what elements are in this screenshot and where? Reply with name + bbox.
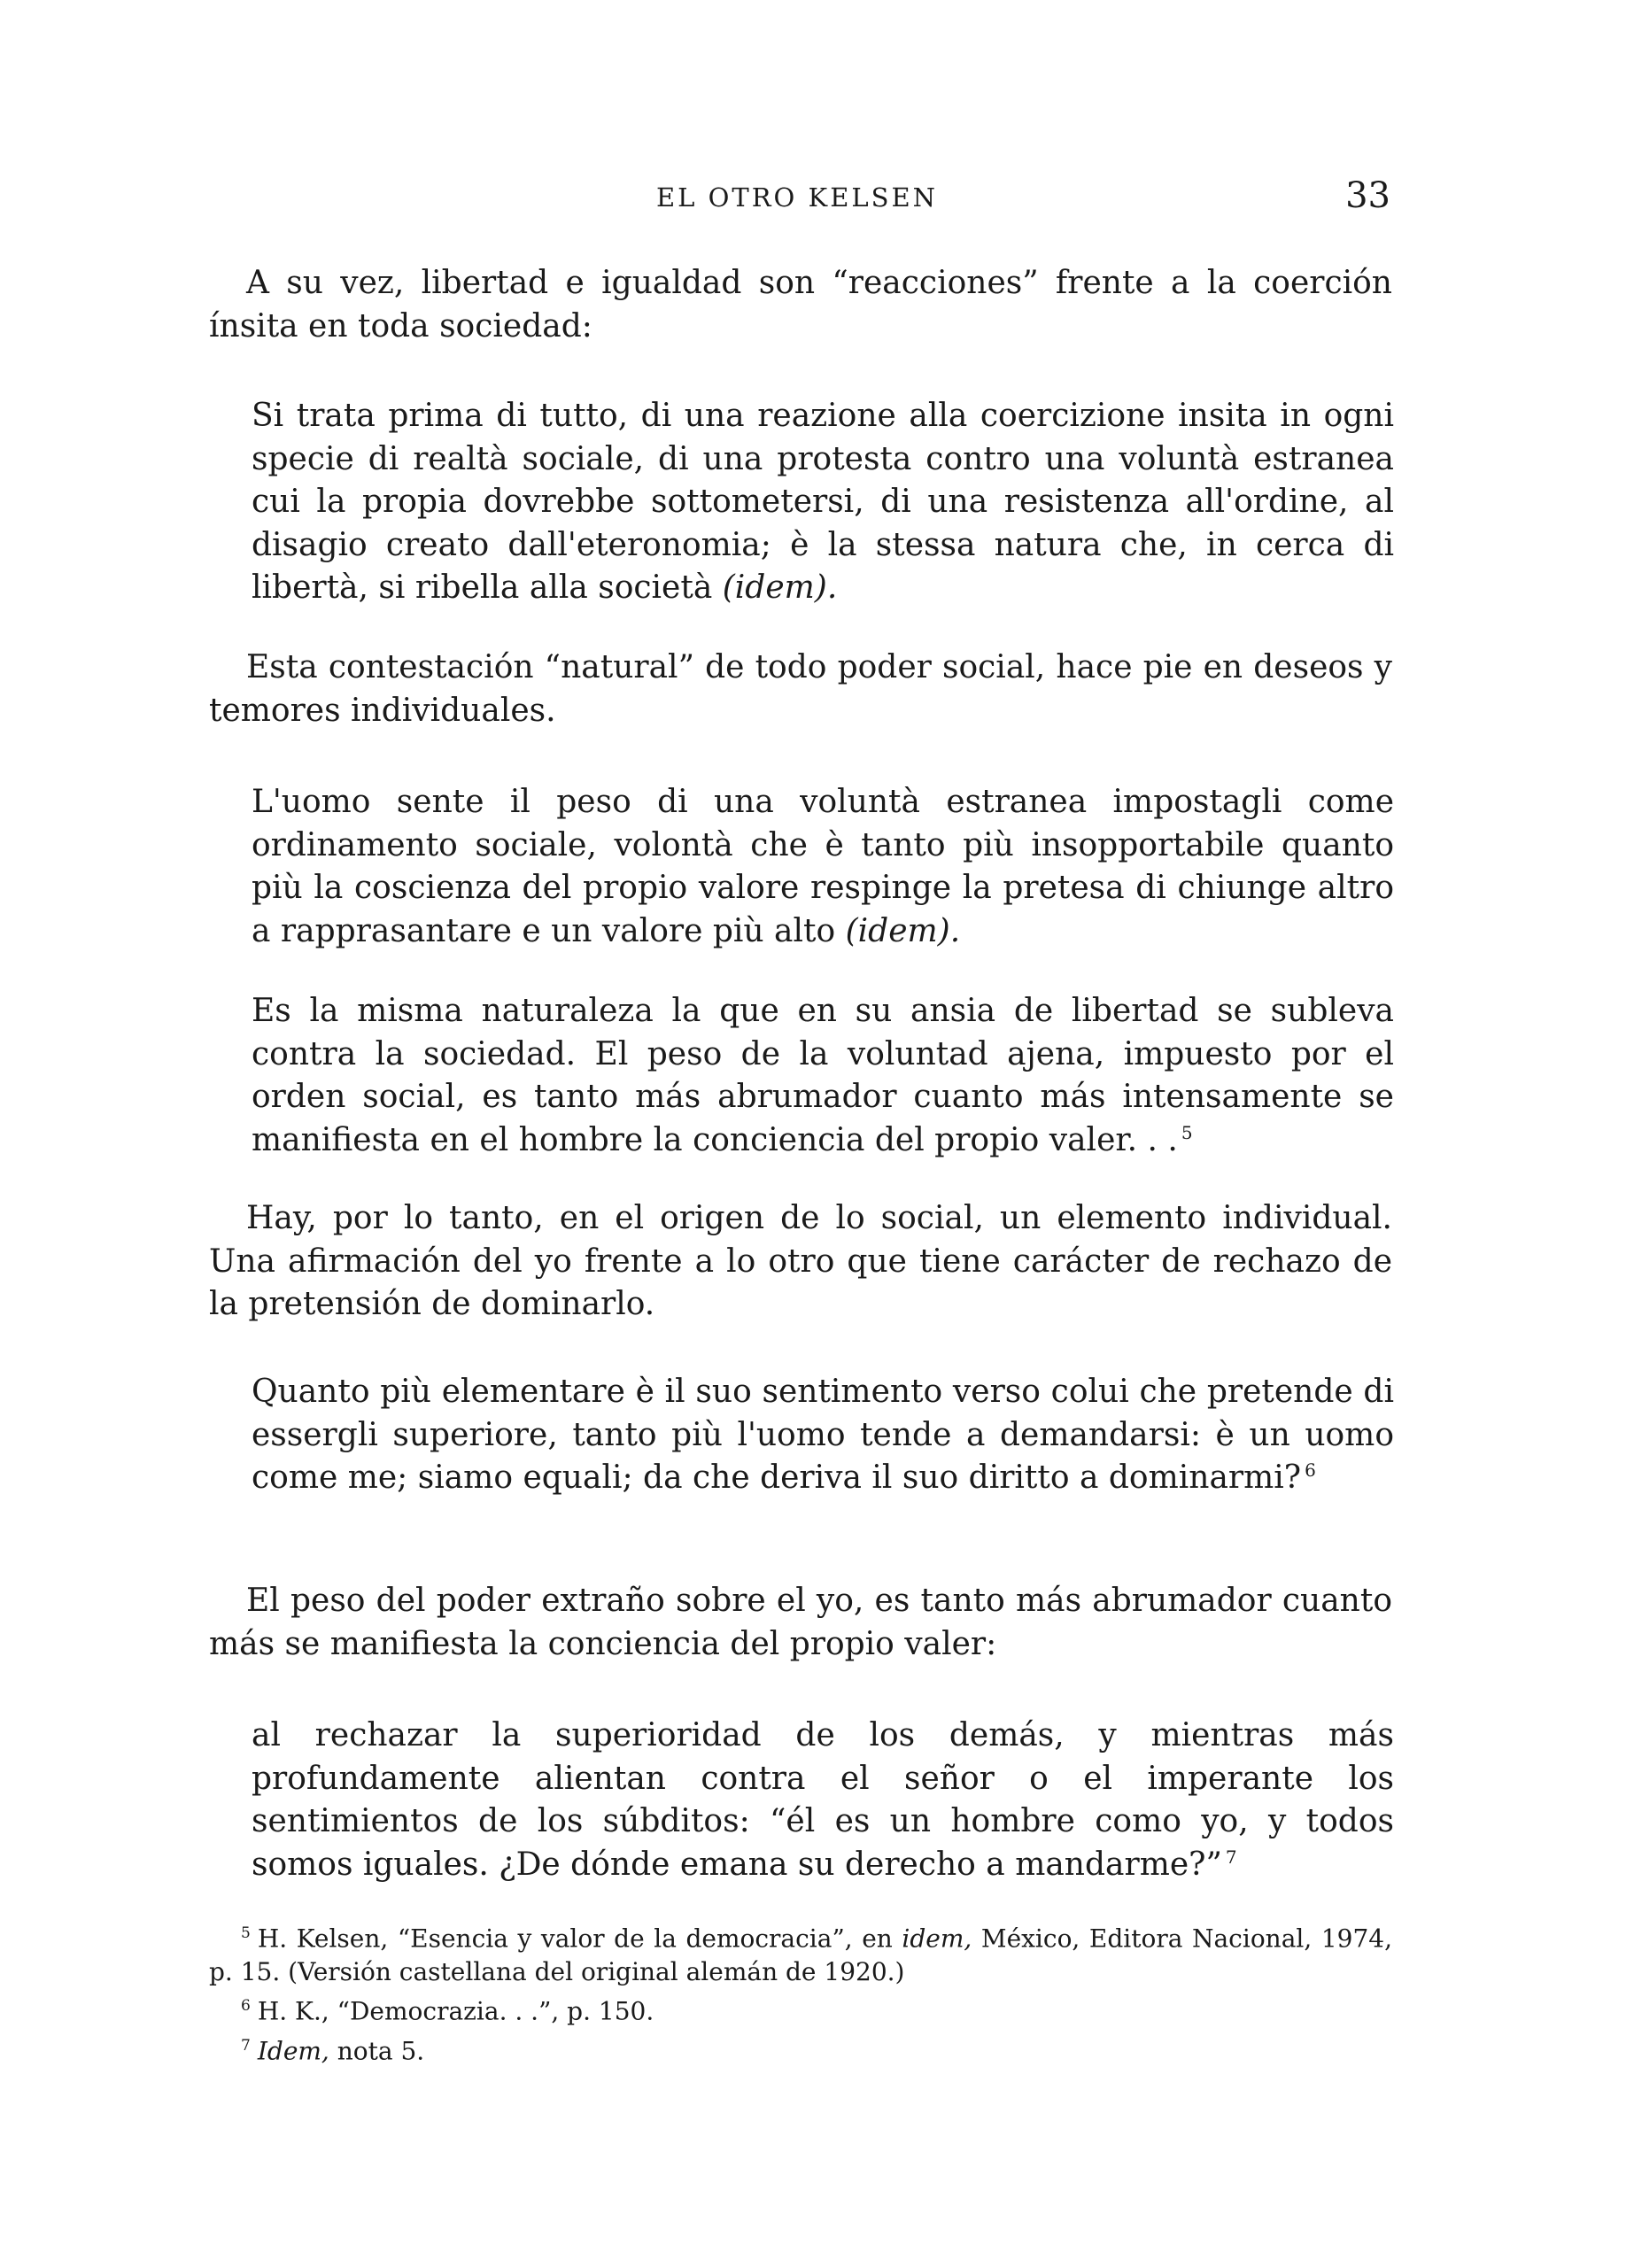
quote-text: Quanto più elementare è il suo sentimento verso colui che pretende di essergli superiore, tanto più l'uomo tende a demandarsi: è un uomo come me; siamo equali; da che deriva il suo diritto a dominarmi? xyxy=(252,1374,1394,1496)
footnote-ref-6[interactable]: 6 xyxy=(1305,1459,1316,1481)
footnote-6 xyxy=(209,1989,1392,2028)
quote-citation: (idem). xyxy=(845,912,961,949)
footnote-ref-5[interactable]: 5 xyxy=(1181,1121,1193,1143)
body-paragraph-4 xyxy=(209,1580,1392,1666)
block-quote-3 xyxy=(252,990,1394,1162)
footnote-emphasis: Idem, xyxy=(257,2035,329,2065)
block-quote-2 xyxy=(252,781,1394,953)
footnote-text: H. K., “Democrazia. . .”, p. 150. xyxy=(257,1996,654,2026)
quote-text: al rechazar la superioridad de los demás, y mientras más profundamente alientan contra el señor o el imperante los sentimientos de los súbditos: “él es un hombre como yo, y todos somos iguales. ¿De dónde emana su derecho a mandarme?” xyxy=(252,1717,1394,1883)
quote-text: Es la misma naturaleza la que en su ansia de libertad se subleva contra la sociedad. El peso de la voluntad ajena, impuesto por el orden social, es tanto más abrumador cuanto más intensamente se manifiesta en el hombre la conciencia del propio valer. . . xyxy=(252,993,1394,1158)
block-quote-5 xyxy=(252,1715,1394,1886)
block-quote-1 xyxy=(252,395,1394,610)
footnote-number: 6 xyxy=(241,1997,251,2016)
quote-text: L'uomo sente il peso di una voluntà estranea impostagli come ordinamento sociale, volontà che è tanto più insopportabile quanto più la coscienza del propio valore respinge la pretesa di chiunge altro a rapprasantare e un valore più alto xyxy=(252,784,1394,949)
footnote-number: 7 xyxy=(241,2036,251,2055)
block-quote-4 xyxy=(252,1371,1394,1500)
footnote-7 xyxy=(209,2029,1392,2068)
body-paragraph-1 xyxy=(209,262,1392,348)
body-paragraph-2 xyxy=(209,646,1392,732)
footnote-text: México, Editora Nacional, 1974, p. 15. (Versión castellana del original alemán de 1920.) xyxy=(209,1924,1392,1987)
page-number: 33 xyxy=(1345,175,1390,216)
footnote-text: nota 5. xyxy=(329,2035,425,2065)
running-title: EL OTRO KELSEN xyxy=(655,182,939,213)
footnote-ref-7[interactable]: 7 xyxy=(1225,1846,1237,1868)
body-paragraph-3 xyxy=(209,1197,1392,1327)
quote-text: Si trata prima di tutto, di una reazione alla coercizione insita in ogni specie di realtà sociale, di una protesta contro una voluntà estranea cui la propia dovrebbe sottometersi, di una resistenza all'ordine, al disagio creato dall'eteronomia; è la stessa natura che, in cerca di libertà, si ribella alla società xyxy=(252,398,1394,606)
paragraph-text: Esta contestación “natural” de todo poder social, hace pie en deseos y temores individuales. xyxy=(209,649,1392,729)
paragraph-text: El peso del poder extraño sobre el yo, es tanto más abrumador cuanto más se manifiesta la conciencia del propio valer: xyxy=(209,1583,1392,1662)
footnote-text: H. Kelsen, “Esencia y valor de la democracia”, en xyxy=(257,1924,902,1954)
page-header xyxy=(204,175,1390,220)
footnote-number: 5 xyxy=(241,1924,251,1942)
footnote-emphasis: idem, xyxy=(902,1924,972,1954)
footnotes xyxy=(209,1916,1392,2068)
paragraph-text: A su vez, libertad e igualdad son “reacciones” frente a la coerción ínsita en toda sociedad: xyxy=(209,265,1392,344)
quote-citation: (idem). xyxy=(722,569,838,606)
paragraph-text: Hay, por lo tanto, en el origen de lo social, un elemento individual. Una afirmación del yo frente a lo otro que tiene carácter de rechazo de la pretensión de dominarlo. xyxy=(209,1200,1392,1322)
footnote-5 xyxy=(209,1916,1392,1989)
